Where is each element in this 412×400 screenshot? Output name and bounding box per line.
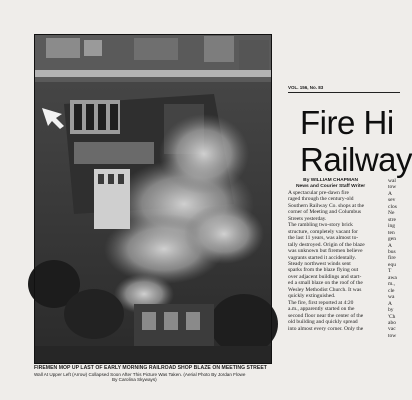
headline	[300, 104, 412, 178]
headline-line-2: Railway	[300, 141, 412, 178]
caption-credit: By Carolina Skyways)	[112, 377, 157, 383]
article-line: wal	[388, 178, 396, 184]
aerial-fire-photo	[34, 34, 272, 364]
article-line: gen	[388, 236, 396, 243]
article-line: m.,	[388, 281, 396, 288]
article-line: Wesley Methodist Church. It was	[288, 286, 362, 293]
article-line: quickly extinguished.	[288, 293, 336, 300]
article-line: abo	[388, 319, 396, 326]
article-line: The rambling two-story brick	[288, 222, 353, 229]
article-line: by	[388, 307, 394, 314]
article-line: Streets yesterday.	[288, 215, 327, 222]
article-line: A	[388, 300, 392, 307]
article-line: sev	[388, 197, 396, 204]
article-column-2	[388, 178, 400, 339]
byline-author: By WILLIAM CHAPMAN	[303, 178, 359, 183]
article-line: sparks from the blaze flying out	[288, 267, 359, 274]
article-line: A	[388, 242, 392, 249]
article-line: structure, completely vacant for	[288, 228, 358, 235]
article-line: Southern Railway Co. shops at the	[288, 202, 365, 209]
article-line: awa	[388, 274, 397, 281]
article-line: equ	[388, 261, 396, 268]
article-line: over adjacent buildings and start-	[288, 273, 362, 280]
article-line: vac	[388, 326, 396, 333]
article-line: Steady northwest winds sent	[288, 260, 351, 267]
article-line: Ne	[388, 210, 395, 217]
article-line: ing	[388, 223, 396, 230]
article-line: second floor near the center of the	[288, 312, 364, 319]
article-column-1	[288, 190, 383, 332]
article-line: A	[388, 190, 392, 197]
article-line: cle	[388, 287, 395, 294]
headline-line-1: Fire Hi	[300, 104, 394, 141]
caption-headline: FIREMEN MOP UP LAST OF EARLY MORNING RAILROAD SHOP BLAZE ON MEETING STREET	[34, 365, 267, 371]
folio: VOL. 156, No. 83	[288, 85, 324, 90]
photo-caption	[34, 366, 274, 382]
article-line: wa	[388, 294, 395, 301]
folio-rule	[288, 92, 400, 93]
article-line: was unknown but firemen believe	[288, 248, 363, 255]
article-line: 'Ch	[388, 313, 396, 320]
article-line: tow	[388, 184, 397, 191]
article-line: corner of Meeting and Columbus	[288, 209, 362, 216]
article-line: stre	[388, 216, 396, 223]
article-line: the last 11 years, was almost to-	[288, 235, 359, 242]
byline	[296, 178, 365, 191]
article-line: vagrants started it accidentally.	[288, 254, 357, 261]
article-line: a.m., apparently started on the	[288, 306, 355, 313]
article-line: ed a small blaze on the roof of the	[288, 280, 363, 287]
article-line: A spectacular pre-dawn fire	[288, 190, 349, 196]
article-line: into almost every corner. Only the	[288, 325, 364, 332]
byline-role: News and Courier Staff Writer	[296, 184, 366, 190]
article-line: ten	[388, 229, 395, 236]
article-line: The fire, first reported at 4:20	[288, 299, 354, 306]
article-line: raged through the century-old	[288, 196, 354, 203]
article-line: tow	[388, 332, 397, 339]
caption-text: Wall At Upper Left (Arrow) Collapsed Soon After This Picture Was Taken. (Aerial Photo By Jordan Flowe	[34, 371, 246, 377]
article-line: clos	[388, 203, 397, 210]
article-line: old building and quickly spread	[288, 319, 358, 326]
article-line: T	[388, 268, 392, 275]
article-line: tally destroyed. Origin of the blaze	[288, 241, 365, 248]
article-line: bus	[388, 248, 396, 255]
article-line: fire	[388, 255, 396, 262]
